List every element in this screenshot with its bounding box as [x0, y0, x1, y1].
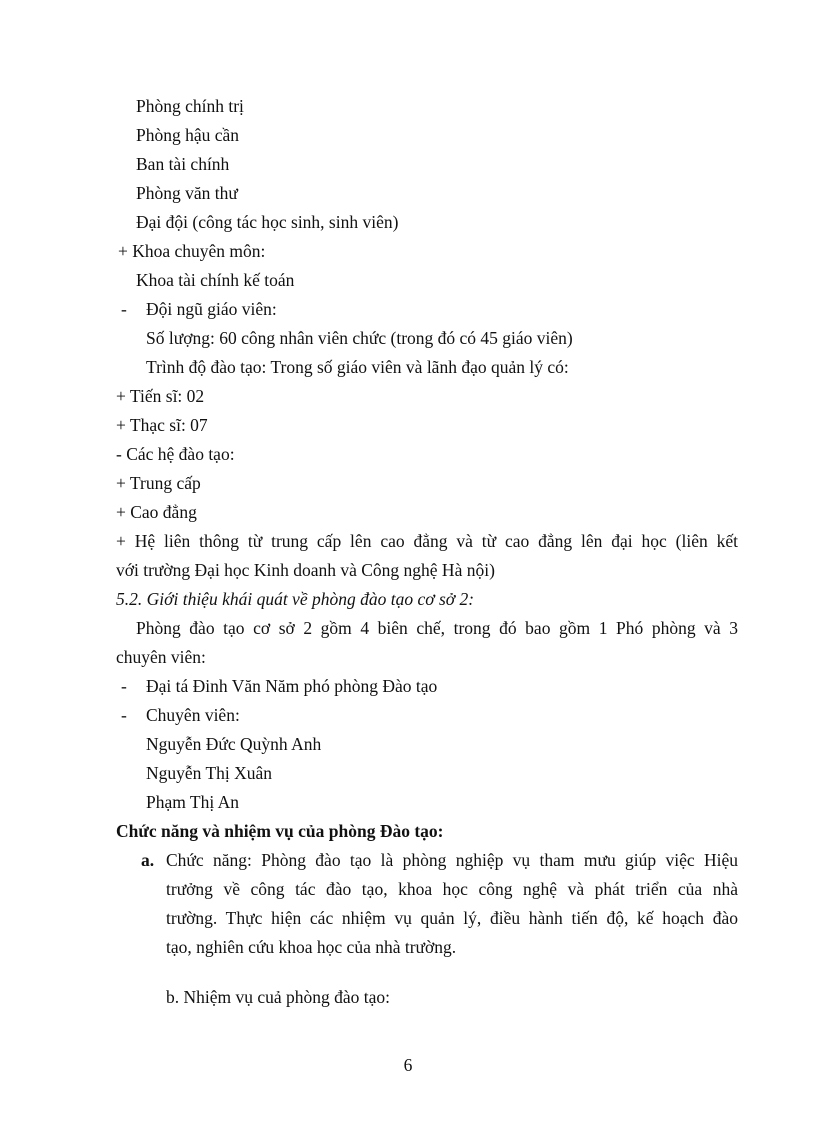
page-number: 6 [403, 1055, 413, 1075]
specialists-heading: Chuyên viên: [146, 705, 240, 725]
specialist-name: Phạm Thị An [146, 792, 240, 812]
training-systems-heading: - Các hệ đào tạo: [116, 444, 235, 464]
function-text: tạo, nghiên cứu khoa học của nhà trường. [166, 937, 457, 957]
training-system-item: + Cao đẳng [116, 502, 197, 522]
list-marker-a: a. [141, 850, 155, 870]
transfer-system-line: với trường Đại học Kinh doanh và Công nghệ Hà nội) [116, 560, 495, 580]
staff-qualification: Trình độ đào tạo: Trong số giáo viên và lãnh đạo quản lý có: [146, 357, 569, 377]
department-item: Ban tài chính [136, 154, 230, 174]
bullet-dash: - [121, 705, 127, 725]
faculty-heading: + Khoa chuyên môn: [118, 241, 266, 261]
specialist-name: Nguyễn Thị Xuân [146, 763, 273, 783]
duties-heading: b. Nhiệm vụ cuả phòng đào tạo: [166, 987, 391, 1007]
bullet-dash: - [121, 299, 127, 319]
function-text: trường. Thực hiện các nhiệm vụ quản lý, điều hành tiến độ, kế hoạch đào [166, 908, 738, 928]
section-intro: Phòng đào tạo cơ sở 2 gồm 4 biên chế, trong đó bao gồm 1 Phó phòng và 3 [136, 618, 738, 638]
transfer-system-line: + Hệ liên thông từ trung cấp lên cao đẳng và từ cao đẳng lên đại học (liên kết [116, 531, 738, 551]
function-text: trưởng về công tác đào tạo, khoa học công nghệ và phát triển của nhà [166, 879, 738, 899]
section-title: 5.2. Giới thiệu khái quát về phòng đào tạo cơ sở 2: [116, 589, 475, 609]
staff-count: Số lượng: 60 công nhân viên chức (trong đó có 45 giáo viên) [146, 328, 573, 348]
specialist-name: Nguyễn Đức Quỳnh Anh [146, 734, 322, 754]
faculty-item: Khoa tài chính kế toán [136, 270, 295, 290]
bullet-dash: - [121, 676, 127, 696]
teaching-staff-heading: Đội ngũ giáo viên: [146, 299, 277, 319]
department-item: Đại đội (công tác học sinh, sinh viên) [136, 212, 399, 232]
master-count: + Thạc sĩ: 07 [116, 415, 208, 435]
training-system-item: + Trung cấp [116, 473, 201, 493]
section-intro: chuyên viên: [116, 647, 206, 667]
deputy-head: Đại tá Đinh Văn Năm phó phòng Đào tạo [146, 676, 438, 696]
department-item: Phòng văn thư [136, 183, 238, 203]
function-text: Chức năng: Phòng đào tạo là phòng nghiệp vụ tham mưu giúp việc Hiệu [166, 850, 738, 870]
department-item: Phòng chính trị [136, 96, 244, 116]
functions-heading: Chức năng và nhiệm vụ của phòng Đào tạo: [116, 821, 444, 841]
department-item: Phòng hậu cần [136, 125, 240, 145]
doctor-count: + Tiến sĩ: 02 [116, 386, 205, 406]
